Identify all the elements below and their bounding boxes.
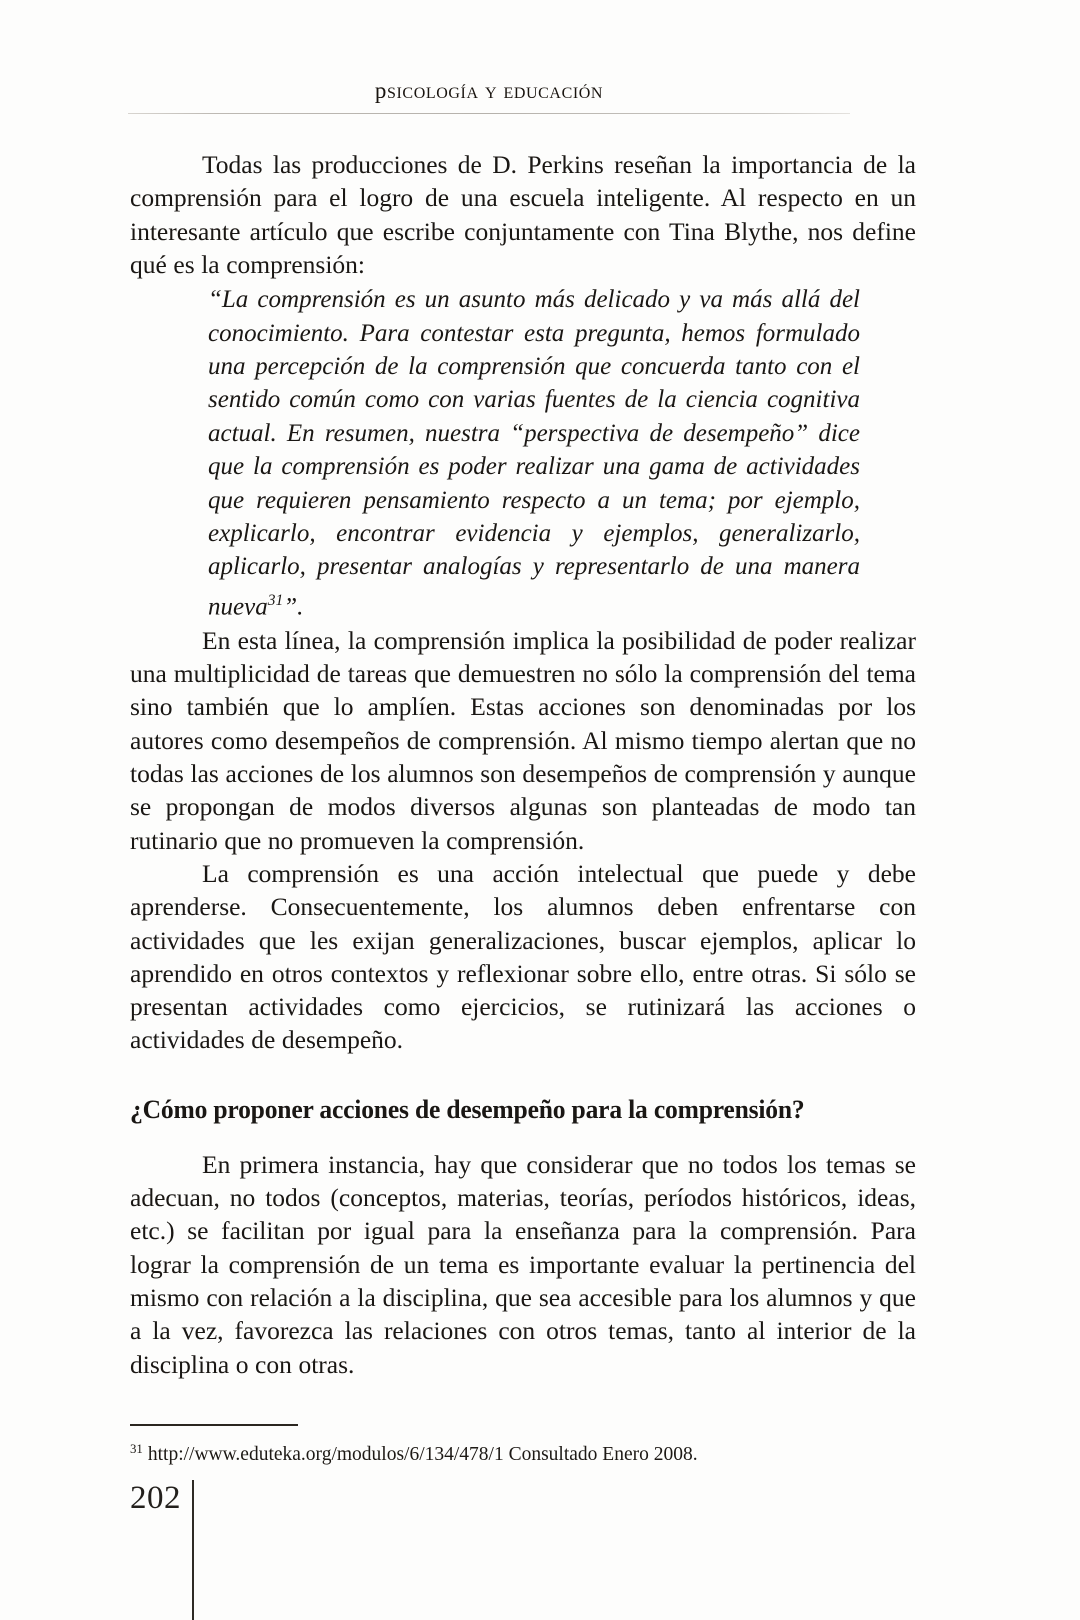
- footnote-block: [130, 1424, 920, 1467]
- running-head-title: psicología y educación: [374, 78, 604, 103]
- running-head: [128, 78, 850, 114]
- footnote-reference-marker: 31: [267, 591, 284, 609]
- folio-vertical-rule: [192, 1480, 194, 1620]
- blockquote: [130, 283, 916, 624]
- spacer-above-heading: [130, 1057, 916, 1092]
- spacer-below-heading: [130, 1126, 916, 1148]
- running-head-divider: [128, 113, 850, 114]
- page-number: 202: [130, 1480, 181, 1516]
- paragraph-2: En esta línea, la comprensión implica la posibilidad de poder realizar una multiplicidad de tareas que demuestren no sólo la comprensión del tema sino también que lo amplíen. Estas acciones son denominadas por los autores como desempeños de comprensión. Al mismo tiempo alertan que no todas las acciones de los alumnos son desempeños de comprensión y aunque se propongan de modos diversos algunas son planteadas de modo tan rutinario que no promueven la comprensión.: [130, 625, 916, 855]
- paragraph-1: Todas las producciones de D. Perkins reseñan la importancia de la comprensión para el logro de una escuela inteligente. Al respecto en un interesante artículo que escribe conjuntamente con Tina Blythe, nos define qué es la comprensión:: [130, 150, 916, 279]
- footnote-number: 31: [130, 1441, 143, 1456]
- footnote-body-text: http://www.eduteka.org/modulos/6/134/478/1 Consultado Enero 2008.: [147, 1443, 698, 1465]
- blockquote-text: “La comprensión es un asunto más delicado y va más allá del conocimiento. Para contestar esta pregunta, hemos formulado una percepción de la comprensión que concuerda tanto con el sentido común como con varias fuentes de la ciencia cognitiva actual. En resumen, nuestra “perspectiva de desempeño” dice que la comprensión es poder realizar una gama de actividades que requieren pensamiento respecto a un tema; por ejemplo, explicarlo, encontrar evidencia y ejemplos, generalizarlo, aplicarlo, presentar analogías y representarlo de una manera nueva: [208, 286, 860, 621]
- section-heading: ¿Cómo proponer acciones de desempeño para la comprensión?: [130, 1093, 805, 1124]
- text-column: [130, 148, 916, 1381]
- paragraph-4: En primera instancia, hay que considerar que no todos los temas se adecuan, no todos (conceptos, materias, teorías, períodos históricos, ideas, etc.) se facilitan por igual para la enseñanza para la comprensión. Para lograr la comprensión de un tema es importante evaluar la pertinencia del mismo con relación a la disciplina, que sea accesible para los alumnos y que a la vez, favorezca las relaciones con otros temas, tanto al interior de la disciplina o con otras.: [130, 1149, 916, 1379]
- footnote-entry: [130, 1437, 920, 1467]
- footnote-separator-rule: [130, 1424, 298, 1426]
- paragraph-3: La comprensión es una acción intelectual que puede y debe aprenderse. Consecuentemente, los alumnos deben enfrentarse con actividades que les exijan generalizaciones, buscar ejemplos, aplicar lo aprendido en otros contextos y reflexionar sobre ello, entre otras. Si sólo se presentan actividades como ejercicios, se rutinizará las acciones o actividades de desempeño.: [130, 858, 916, 1055]
- folio: [130, 1478, 194, 1620]
- blockquote-text-tail: ”.: [283, 593, 304, 621]
